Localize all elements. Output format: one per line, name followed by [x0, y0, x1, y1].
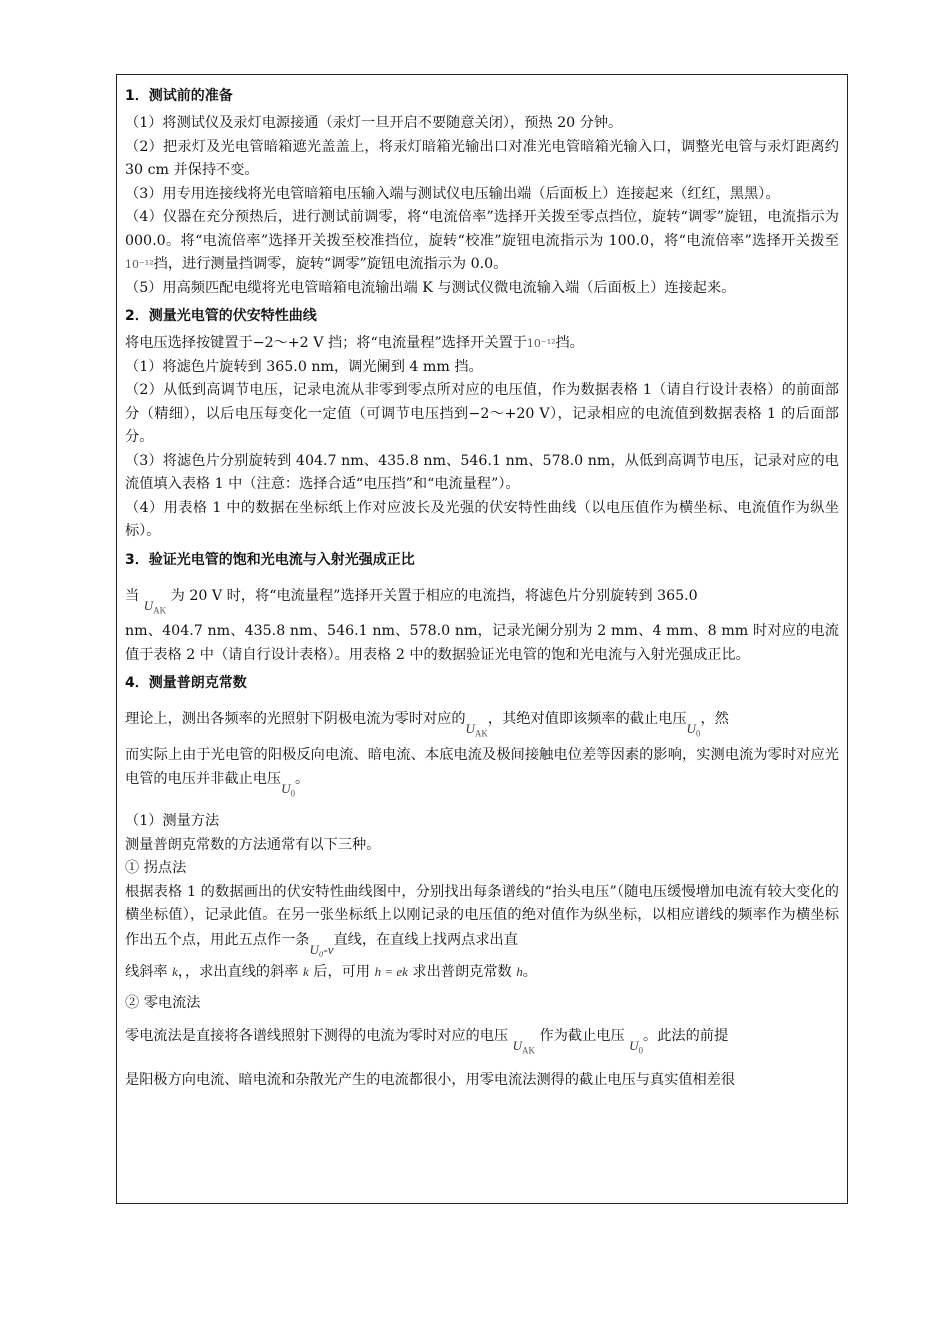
symbol-k: k — [303, 964, 309, 980]
method-1-text — [125, 881, 839, 957]
s1-item-4 — [125, 206, 839, 277]
s3-line-2: nm、404.7 nm、435.8 nm、546.1 nm、578.0 nm，记录光阑分别为 2 mm、4 mm、8 mm 时对应的电流值于表格 2 中（请自行设计表格）。用表格 2 中的数据验证光电管的饱和光电流与入射光强成正比。 — [125, 623, 839, 663]
s2-item-4: （4）用表格 1 中的数据在坐标纸上作对应波长及光强的伏安特性曲线（以电压值作为横坐标、电流值作为纵坐标）。 — [125, 499, 839, 539]
s2-intro-a: 将电压选择按键置于−2～+2 V 挡；将“电流量程”选择开关置于 — [125, 335, 527, 351]
symbol-u0: $U_0$ — [686, 721, 701, 739]
method-intro: 测量普朗克常数的方法通常有以下三种。 — [125, 836, 381, 853]
symbol-u0: $U_0$ — [629, 1037, 644, 1056]
s4-p1-b: ，其绝对值即该频率的截止电压 — [487, 711, 687, 728]
section-2-title: 2．测量光电管的伏安特性曲线 — [125, 308, 317, 324]
method-1-text-e: 后，可用 — [313, 964, 371, 981]
s2-item-1: （1）将滤色片旋转到 365.0 nm，调光阑到 4 mm 挡。 — [125, 358, 483, 375]
s1-item-3: （3）用专用连接线将光电管暗箱电压输入端与测试仪电压输出端（后面板上）连接起来（红红，黑黑）。 — [125, 185, 780, 202]
method-2-text — [125, 1016, 839, 1061]
section-1-title: 1．测试前的准备 — [125, 88, 233, 104]
method-2-text-a: 零电流法是直接将各谱线照射下测得的电流为零时对应的电压 — [125, 1027, 509, 1044]
method-1-text-d: ，求出直线的斜率 — [184, 964, 299, 981]
method-1-text-c: 线斜率 — [125, 964, 168, 981]
s2-intro-b: 挡。 — [555, 335, 584, 351]
method-1-title: ① 拐点法 — [125, 860, 187, 877]
method-2-text-end: 是阳极方向电流、暗电流和杂散光产生的电流都很小，用零电流法测得的截止电压与真实值相差很 — [125, 1072, 736, 1089]
method-title: （1）测量方法 — [125, 813, 220, 830]
s1-item-2: （2）把汞灯及光电管暗箱遮光盖盖上，将汞灯暗箱光输出口对准光电管暗箱光输入口，调整光电管与汞灯距离约 30 cm 并保持不变。 — [125, 138, 839, 178]
method-1-text-g: 。 — [522, 964, 537, 981]
method-2-text-b: 作为截止电压 — [539, 1027, 625, 1044]
document-frame — [116, 74, 848, 1204]
s3-text-b: 为 20 V 时，将“电流量程”选择开关置于相应的电流挡，将滤色片分别旋转到 365.0 — [170, 587, 698, 604]
s2-intro — [125, 332, 839, 356]
section-4-title: 4．测量普朗克常数 — [125, 675, 247, 692]
method-1-text-f: 求出普朗克常数 — [412, 964, 512, 981]
exponent-label: 10⁻¹² — [125, 258, 154, 271]
s2-item-3: （3）将滤色片分别旋转到 404.7 nm、435.8 nm、546.1 nm、578.0 nm，从低到高调节电压，记录对应的电流值填入表格 1 中（注意：选择合适“电压挡”和“电流量程”）。 — [125, 452, 839, 492]
symbol-uak: $U_{AK}$ — [465, 721, 488, 739]
s4-p1 — [125, 699, 839, 744]
spacer — [125, 796, 839, 810]
method-1-text-a: 根据表格 1 的数据画出的伏安特性曲线图中，分别找出每条谱线的“抬头电压”（随电压缓慢增加电流有较大变化的横坐标值），记录此值。在另一张坐标纸上以刚记录的电压值的绝对值作为纵坐标，以相应谱线的频率作为横坐标作出五个点，用此五点作一条 — [125, 883, 839, 948]
formula-h-ek: h = ek — [374, 964, 408, 980]
symbol-k: k — [172, 964, 178, 980]
s1-item-5: （5）用高频匹配电缆将光电管暗箱电流输出端 K 与测试仪微电流输入端（后面板上）连接起来。 — [125, 279, 736, 296]
method-2-title: ② 零电流法 — [125, 995, 201, 1012]
section-3-title: 3．验证光电管的饱和光电流与入射光强成正比 — [125, 551, 415, 568]
symbol-u0: $U_0$ — [281, 781, 295, 799]
s2-item-2: （2）从低到高调节电压，记录电流从非零到零点所对应的电压值，作为数据表格 1（请自行设计表格）的前面部分（精细），以后电压每变化一定值（可调节电压挡到−2～+20 V），记录相应的电流值到数据表格 1 的后面部分。 — [125, 382, 839, 445]
s4-p2-b: 。 — [294, 771, 310, 788]
exponent-label: 10⁻¹² — [526, 337, 556, 350]
s3-text-a: 当 — [125, 587, 140, 604]
method-2-text-c: 。此法的前提 — [643, 1027, 729, 1044]
method-1-slope: 线斜率 k，，求出直线的斜率 k 后，可用 h = ek 求出普朗克常数 h。 — [125, 952, 839, 992]
s1-item-4-text-b: 挡，进行测量挡调零，旋转“调零”旋钮电流指示为 0.0。 — [153, 256, 508, 272]
s1-item-4-text-a: （4）仪器在充分预热后，进行测试前调零，将“电流倍率”选择开关拨至零点挡位，旋转“调零”旋钮，电流指示为 000.0。将“电流倍率”选择开关拨至校准挡位，旋转“校准”旋钮电流指示为 100.0，将“电流倍率”选择开关拨至 — [125, 209, 839, 249]
symbol-h: h — [516, 964, 523, 980]
symbol-uak: $U_{AK}$ — [512, 1037, 535, 1056]
s4-p1-a: 理论上，测出各频率的光照射下阴极电流为零时对应的 — [125, 711, 466, 728]
s1-item-1: （1）将测试仪及汞灯电源接通（汞灯一旦开启不要随意关闭），预热 20 分钟。 — [125, 115, 623, 131]
symbol-uak: $U_{AK}$ — [143, 597, 167, 616]
s4-p1-c: ，然 — [700, 711, 729, 728]
s4-p2-a: 而实际上由于光电管的阳极反向电流、暗电流、本底电流及极间接触电位差等因素的影响，实测电流为零时对应光电管的电压并非截止电压 — [125, 746, 839, 788]
method-1-text-b: 直线，在直线上找两点求出直 — [333, 931, 518, 948]
symbol-u0-nu: U₀-ν — [309, 941, 334, 957]
s3-line-1 — [125, 576, 839, 621]
document-content — [117, 75, 847, 1100]
